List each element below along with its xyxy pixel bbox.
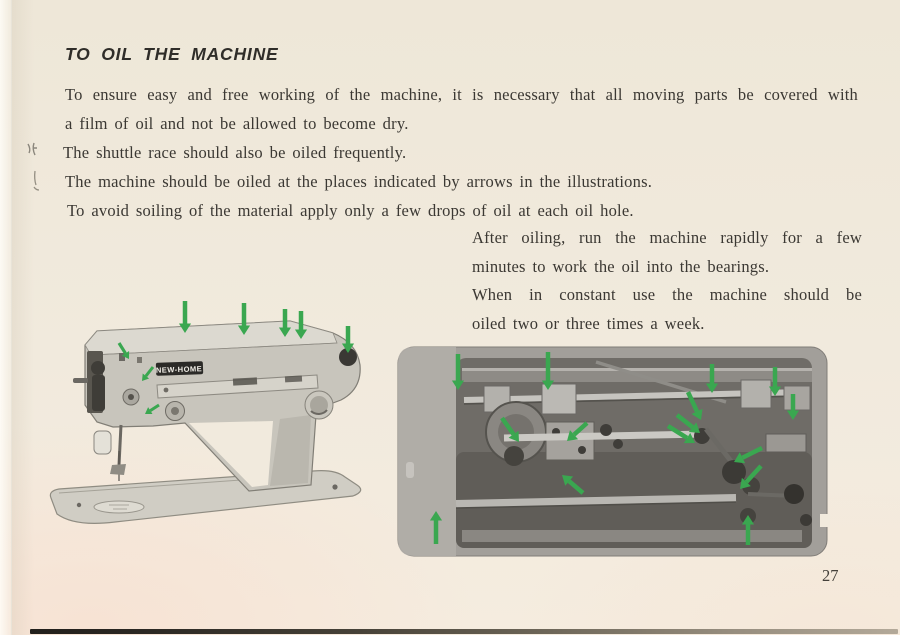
- side-note-line: After oiling, run the machine rapidly for a few: [472, 228, 862, 247]
- body-line: To ensure easy and free working of the machine, it is necessary that all moving parts be covered with: [65, 85, 858, 104]
- scan-page-edge: [0, 0, 12, 635]
- scan-bottom-edge: [30, 629, 898, 634]
- machine-side-illustration: [35, 293, 370, 538]
- side-note-line: When in constant use the machine should be: [472, 285, 862, 304]
- machine-base-plate: [50, 471, 360, 524]
- side-note-line: oiled two or three times a week.: [472, 314, 705, 333]
- body-line: To avoid soiling of the material apply only a few drops of oil at each oil hole.: [67, 201, 634, 220]
- side-note-line: minutes to work the oil into the bearings.: [472, 257, 770, 276]
- section-title: TO OIL THE MACHINE: [65, 44, 279, 64]
- scan-edge-shadow: [12, 0, 34, 635]
- brand-badge-label: NEW-HOME: [155, 364, 203, 375]
- body-line: a film of oil and not be allowed to become dry.: [65, 114, 409, 133]
- presser-foot: [110, 464, 126, 475]
- needle-plate: [94, 501, 144, 513]
- body-line: The machine should be oiled at the places indicated by arrows in the illustrations.: [65, 172, 653, 191]
- scan-mark: [24, 140, 44, 162]
- machine-underside-illustration: [396, 344, 832, 560]
- body-line: The shuttle race should also be oiled frequently.: [63, 143, 407, 162]
- page-number: 27: [822, 566, 839, 585]
- scan-mark: [30, 169, 44, 193]
